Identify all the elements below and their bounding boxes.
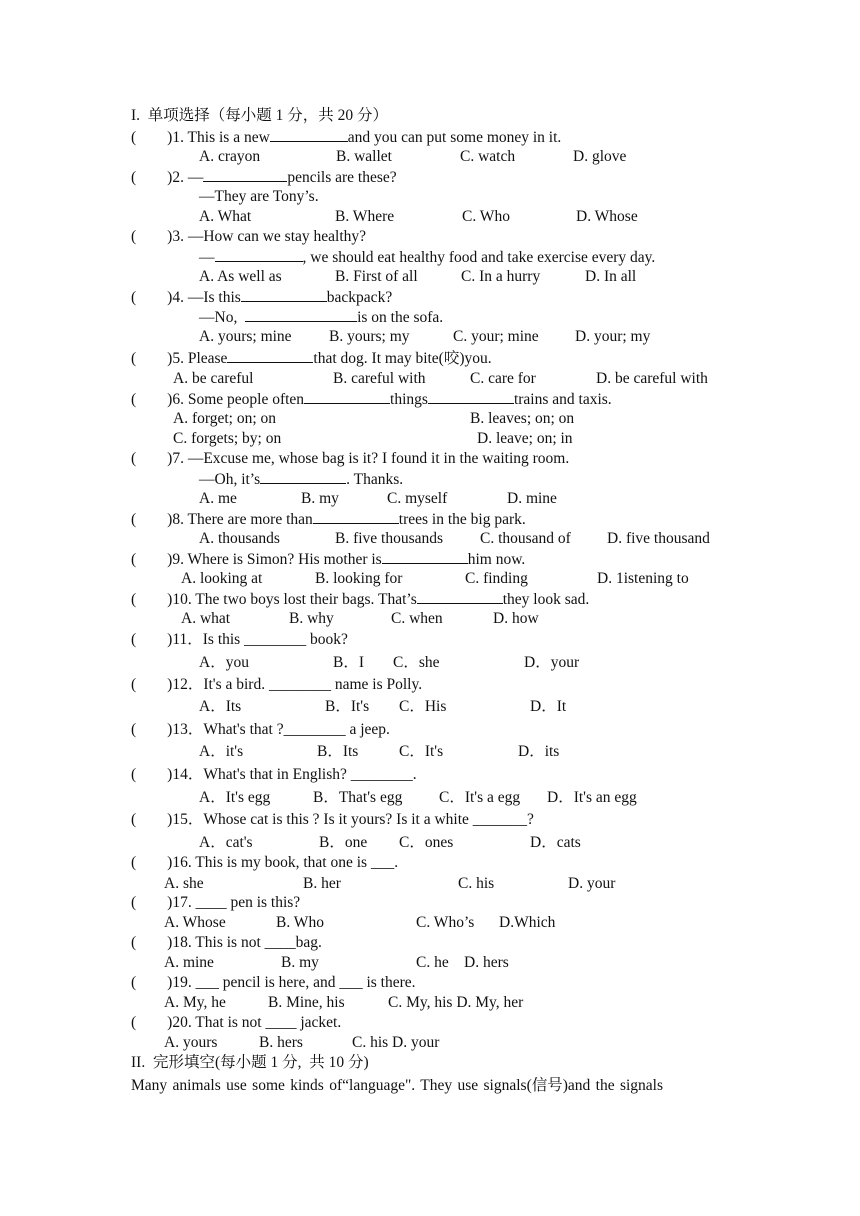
q1-option-b: B. wallet xyxy=(336,148,392,165)
q18-option-d: D. hers xyxy=(464,954,509,971)
q16-option-c: C. his xyxy=(458,875,495,892)
q20-option-cd: C. his D. your xyxy=(352,1034,440,1051)
question-13-stem: ( )13．What's that ?________ a jeep. xyxy=(131,721,390,738)
q9-option-c: C. finding xyxy=(465,570,528,587)
q18-option-b: B. my xyxy=(281,954,319,971)
q10-option-c: C. when xyxy=(391,610,443,627)
q18-option-c: C. he xyxy=(416,954,449,971)
q15-option-a: A．cat's xyxy=(199,834,253,851)
question-7-reply: —Oh, it’s . Thanks. xyxy=(199,471,404,488)
q1-option-d: D. glove xyxy=(573,148,627,165)
q10-option-d: D. how xyxy=(493,610,539,627)
q7-option-d: D. mine xyxy=(507,490,557,507)
question-16-stem: ( )16. This is my book, that one is ___. xyxy=(131,854,399,871)
question-3-stem: ( )3. —How can we stay healthy? xyxy=(131,228,367,245)
q13-option-d: D．its xyxy=(518,743,560,760)
q8-option-c: C. thousand of xyxy=(480,530,571,547)
question-4-reply: —No, is on the sofa. xyxy=(199,309,444,326)
q4-option-b: B. yours; my xyxy=(329,328,410,345)
q3-option-c: C. In a hurry xyxy=(461,268,541,285)
q5-option-d: D. be careful with xyxy=(596,370,708,387)
question-5-stem: ( )5. Please that dog. It may bite(咬)you. xyxy=(131,350,492,367)
q19-option-cd: C. My, his D. My, her xyxy=(388,994,524,1011)
q6-option-d: D. leave; on; in xyxy=(477,430,573,447)
q16-option-b: B. her xyxy=(303,875,341,892)
q11-option-b: B．I xyxy=(333,654,365,671)
question-3-reply: — , we should eat healthy food and take exercise every day. xyxy=(199,249,656,266)
q17-option-d: D.Which xyxy=(499,914,556,931)
q14-option-d: D．It's an egg xyxy=(547,789,637,806)
q12-option-a: A．Its xyxy=(199,698,242,715)
q12-option-b: B．It's xyxy=(325,698,370,715)
q2-option-b: B. Where xyxy=(335,208,395,225)
q17-option-b: B. Who xyxy=(276,914,324,931)
question-9-stem: ( )9. Where is Simon? His mother is him now. xyxy=(131,551,526,568)
q1-option-c: C. watch xyxy=(460,148,516,165)
q12-option-d: D．It xyxy=(530,698,567,715)
passage-line-1: Many animals use some kinds of“language". They use signals(信号)and the signals xyxy=(131,1077,664,1094)
q2-option-a: A. What xyxy=(199,208,252,225)
q6-option-c: C. forgets; by; on xyxy=(173,430,282,447)
question-15-stem: ( )15．Whose cat is this ? Is it yours? Is it a white _______? xyxy=(131,811,534,828)
q1-option-a: A. crayon xyxy=(199,148,261,165)
q11-option-a: A．you xyxy=(199,654,249,671)
question-17-stem: ( )17. ____ pen is this? xyxy=(131,894,301,911)
q8-option-a: A. thousands xyxy=(199,530,280,547)
q7-option-a: A. me xyxy=(199,490,237,507)
q5-option-a: A. be careful xyxy=(173,370,254,387)
q4-option-d: D. your; my xyxy=(575,328,651,345)
q3-option-d: D. In all xyxy=(585,268,637,285)
q5-option-c: C. care for xyxy=(470,370,536,387)
q14-option-c: C．It's a egg xyxy=(439,789,521,806)
q9-option-b: B. looking for xyxy=(315,570,403,587)
q6-option-a: A. forget; on; on xyxy=(173,410,277,427)
q14-option-a: A．It's egg xyxy=(199,789,271,806)
q9-option-d: D. 1istening to xyxy=(597,570,689,587)
question-11-stem: ( )11．Is this ________ book? xyxy=(131,631,348,648)
q14-option-b: B．That's egg xyxy=(313,789,403,806)
q13-option-b: B．Its xyxy=(317,743,359,760)
q3-option-b: B. First of all xyxy=(335,268,418,285)
q8-option-b: B. five thousands xyxy=(335,530,444,547)
q11-option-c: C．she xyxy=(393,654,440,671)
q4-option-a: A. yours; mine xyxy=(199,328,292,345)
q10-option-b: B. why xyxy=(289,610,334,627)
q6-option-b: B. leaves; on; on xyxy=(470,410,575,427)
q19-option-b: B. Mine, his xyxy=(268,994,345,1011)
question-20-stem: ( )20. That is not ____ jacket. xyxy=(131,1014,342,1031)
q2-option-d: D. Whose xyxy=(576,208,638,225)
q13-option-c: C．It's xyxy=(399,743,444,760)
q11-option-d: D．your xyxy=(524,654,580,671)
q16-option-d: D. your xyxy=(568,875,616,892)
q17-option-c: C. Who’s xyxy=(416,914,475,931)
question-10-stem: ( )10. The two boys lost their bags. That’s they look sad. xyxy=(131,591,590,608)
section1-title: I. 单项选择（每小题 1 分，共 20 分） xyxy=(131,107,389,124)
question-8-stem: ( )8. There are more than trees in the big park. xyxy=(131,511,526,528)
q16-option-a: A. she xyxy=(164,875,204,892)
question-19-stem: ( )19. ___ pencil is here, and ___ is there. xyxy=(131,974,416,991)
q4-option-c: C. your; mine xyxy=(453,328,539,345)
q2-option-c: C. Who xyxy=(462,208,510,225)
q13-option-a: A．it's xyxy=(199,743,244,760)
q19-option-a: A. My, he xyxy=(164,994,226,1011)
q10-option-a: A. what xyxy=(181,610,231,627)
question-14-stem: ( )14．What's that in English? ________. xyxy=(131,766,417,783)
question-18-stem: ( )18. This is not ____bag. xyxy=(131,934,322,951)
q12-option-c: C．His xyxy=(399,698,447,715)
question-2-stem: ( )2. — pencils are these? xyxy=(131,169,397,186)
question-4-stem: ( )4. —Is this backpack? xyxy=(131,289,393,306)
q15-option-c: C．ones xyxy=(399,834,454,851)
q15-option-d: D．cats xyxy=(530,834,581,851)
question-2-reply: —They are Tony’s. xyxy=(199,188,319,205)
q18-option-a: A. mine xyxy=(164,954,214,971)
q8-option-d: D. five thousand xyxy=(607,530,710,547)
q7-option-b: B. my xyxy=(301,490,339,507)
q3-option-a: A. As well as xyxy=(199,268,282,285)
q5-option-b: B. careful with xyxy=(333,370,426,387)
question-7-stem: ( )7. —Excuse me, whose bag is it? I found it in the waiting room. xyxy=(131,450,570,467)
section2-title: II. 完形填空(每小题 1 分, 共 10 分) xyxy=(131,1054,369,1071)
question-12-stem: ( )12．It's a bird. ________ name is Polly. xyxy=(131,676,423,693)
question-6-stem: ( )6. Some people often things trains and taxis. xyxy=(131,391,612,408)
q20-option-a: A. yours xyxy=(164,1034,218,1051)
q20-option-b: B. hers xyxy=(259,1034,303,1051)
q17-option-a: A. Whose xyxy=(164,914,226,931)
q15-option-b: B．one xyxy=(319,834,368,851)
question-1-stem: ( )1. This is a new and you can put some money in it. xyxy=(131,129,562,146)
q7-option-c: C. myself xyxy=(387,490,448,507)
q9-option-a: A. looking at xyxy=(181,570,263,587)
